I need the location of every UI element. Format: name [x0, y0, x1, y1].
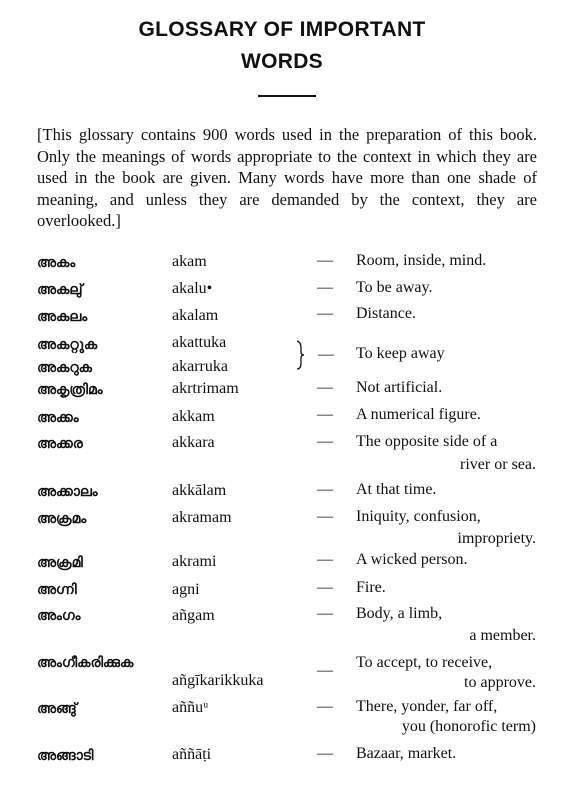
- transliteration: akrtrimam: [172, 380, 239, 397]
- malayalam-word: അകൃത്രിമം: [37, 382, 103, 398]
- meaning: Iniquity, confusion,: [356, 508, 481, 525]
- meaning: Distance.: [356, 305, 416, 322]
- meaning-continuation: river or sea.: [460, 456, 536, 473]
- transliteration: akkam: [172, 408, 215, 425]
- meaning: To be away.: [356, 279, 433, 296]
- transliteration: akalu•: [172, 280, 213, 297]
- transliteration: aññāṭi: [172, 746, 212, 763]
- entry-dash: —: [317, 745, 333, 762]
- malayalam-word: അംഗം: [37, 608, 81, 624]
- transliteration: akkālam: [172, 482, 227, 499]
- entry-dash: —: [317, 579, 333, 596]
- entry-dash: —: [317, 252, 333, 269]
- meaning: A wicked person.: [356, 551, 468, 568]
- entry-dash: —: [317, 551, 333, 568]
- meaning: Bazaar, market.: [356, 745, 457, 762]
- transliteration: agni: [172, 581, 200, 598]
- meaning: There, yonder, far off,: [356, 698, 498, 715]
- meaning-continuation: impropriety.: [457, 530, 536, 547]
- meaning: To keep away: [356, 345, 445, 362]
- meaning: To accept, to receive,: [356, 654, 493, 671]
- entry-dash: —: [317, 379, 333, 396]
- title-divider: [258, 95, 316, 97]
- meaning: Body, a limb,: [356, 605, 443, 622]
- malayalam-word: അക്കര: [37, 436, 83, 452]
- malayalam-word: അംഗീകരിക്കുക: [37, 655, 134, 671]
- entry-dash: —: [317, 605, 333, 622]
- entry-dash: —: [317, 406, 333, 423]
- glossary-intro-paragraph: [This glossary contains 900 words used in the preparation of this book. Only the meanings of words appropriate to the context in which they are used in the book are given. Many words have more than one shade of meaning, and unless they are demanded by the context, they are overlooked.]: [37, 125, 537, 230]
- malayalam-word: അക്രമം: [37, 511, 87, 527]
- malayalam-word: അകറുക: [37, 360, 93, 376]
- meaning: Fire.: [356, 579, 386, 596]
- meaning-continuation: a member.: [469, 627, 536, 644]
- grouping-brace: [296, 340, 304, 370]
- malayalam-word: അകലം: [37, 309, 88, 325]
- entry-dash: —: [317, 305, 333, 322]
- malayalam-word: അകലു്: [37, 282, 83, 298]
- malayalam-word: അക്രമി: [37, 555, 83, 571]
- entry-dash: —: [318, 346, 334, 363]
- malayalam-word: അങ്ങാടി: [37, 748, 94, 764]
- transliteration: aññuᵘ: [172, 699, 209, 716]
- entry-dash: —: [317, 698, 333, 715]
- malayalam-word: അങ്ങു്: [37, 701, 77, 717]
- malayalam-word: അഗ്നി: [37, 582, 77, 598]
- malayalam-word: അകം: [37, 255, 76, 271]
- transliteration: akalam: [172, 307, 219, 324]
- malayalam-word: അക്കാലം: [37, 484, 98, 500]
- malayalam-word: അകറ്റുക: [37, 337, 98, 353]
- transliteration: añgīkarikkuka: [172, 672, 264, 689]
- page-title-line-2: WORDS: [241, 50, 323, 73]
- meaning: Room, inside, mind.: [356, 252, 487, 269]
- transliteration: akramam: [172, 509, 232, 526]
- transliteration: añgam: [172, 607, 215, 624]
- meaning-continuation: you (honorofic term): [401, 718, 536, 735]
- transliteration: akattuka: [172, 334, 227, 351]
- meaning: The opposite side of a: [356, 433, 498, 450]
- entry-dash: —: [317, 433, 333, 450]
- entry-dash: —: [317, 279, 333, 296]
- page-title-line-1: GLOSSARY OF IMPORTANT: [138, 18, 426, 41]
- transliteration: akkara: [172, 434, 215, 451]
- malayalam-word: അക്കം: [37, 410, 79, 426]
- entry-dash: —: [317, 508, 333, 525]
- transliteration: akarruka: [172, 358, 228, 375]
- entry-dash: —: [317, 481, 333, 498]
- meaning: At that time.: [356, 481, 437, 498]
- meaning-continuation: to approve.: [464, 674, 536, 691]
- transliteration: akam: [172, 253, 207, 270]
- meaning: Not artificial.: [356, 379, 443, 396]
- transliteration: akrami: [172, 553, 217, 570]
- meaning: A numerical figure.: [356, 406, 481, 423]
- entry-dash: —: [317, 662, 333, 679]
